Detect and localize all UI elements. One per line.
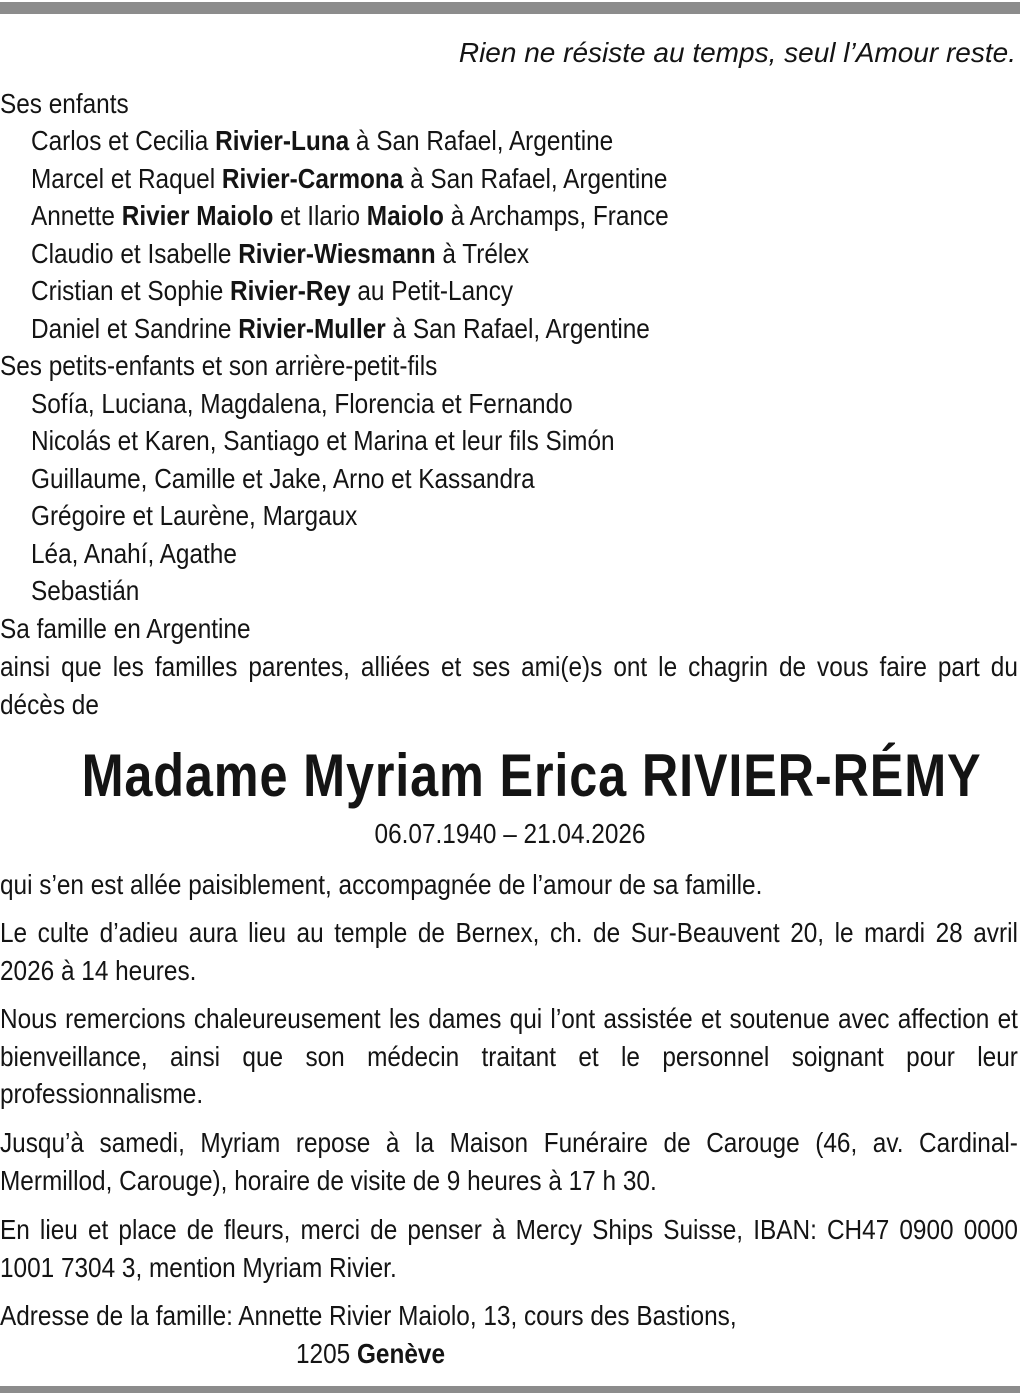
deceased-name: Madame Myriam Erica RIVIER-RÉMY	[81, 742, 982, 809]
top-rule	[0, 2, 1020, 14]
grandchild-line: Nicolás et Karen, Santiago et Marina et leur fils Simón	[31, 425, 615, 456]
donation-paragraph: En lieu et place de fleurs, merci de penser à Mercy Ships Suisse, IBAN: CH47 0900 0000 1001 7304 3, mention Myriam Rivier.	[0, 1214, 1018, 1283]
thanks-paragraph: Nous remercions chaleureusement les dames qui l’ont assistée et soutenue avec affection et bienveillance, ainsi que son médecin traitant et le personnel soignant pour leur professionnalisme.	[0, 1003, 1018, 1109]
grandchild-line: Guillaume, Camille et Jake, Arno et Kassandra	[31, 463, 535, 494]
announcement-text: ainsi que les familles parentes, alliées et ses ami(e)s ont le chagrin de vous faire part du décès de	[0, 651, 1018, 720]
family-address-city: 1205 Genève	[296, 1338, 445, 1369]
children-heading: Ses enfants	[0, 88, 129, 119]
passing-sentence: qui s’en est allée paisiblement, accompagnée de l’amour de sa famille.	[0, 869, 763, 900]
grandchild-line: Sofía, Luciana, Magdalena, Florencia et Fernando	[31, 388, 573, 419]
grandchild-line: Léa, Anahí, Agathe	[31, 538, 237, 569]
child-line: Carlos et Cecilia Rivier-Luna à San Rafael, Argentine	[31, 125, 614, 156]
child-line: Cristian et Sophie Rivier-Rey au Petit-Lancy	[31, 275, 514, 306]
grandchild-line: Grégoire et Laurène, Margaux	[31, 500, 358, 531]
visitation-paragraph: Jusqu’à samedi, Myriam repose à la Maison Funéraire de Carouge (46, av. Cardinal-Mermillod, Carouge), horaire de visite de 9 heures à 17 h 30.	[0, 1127, 1018, 1196]
epigraph-quote: Rien ne résiste au temps, seul l’Amour reste.	[458, 37, 1016, 68]
bottom-rule	[0, 1386, 1020, 1393]
family-argentina: Sa famille en Argentine	[0, 613, 251, 644]
life-dates: 06.07.1940 – 21.04.2026	[374, 818, 646, 849]
child-line: Claudio et Isabelle Rivier-Wiesmann à Trélex	[31, 238, 530, 269]
child-line: Annette Rivier Maiolo et Ilario Maiolo à Archamps, France	[31, 200, 669, 231]
grandchildren-heading: Ses petits-enfants et son arrière-petit-fils	[0, 350, 438, 381]
child-line: Daniel et Sandrine Rivier-Muller à San Rafael, Argentine	[31, 313, 650, 344]
child-line: Marcel et Raquel Rivier-Carmona à San Rafael, Argentine	[31, 163, 668, 194]
funeral-service-paragraph: Le culte d’adieu aura lieu au temple de Bernex, ch. de Sur-Beauvent 20, le mardi 28 avril 2026 à 14 heures.	[0, 917, 1018, 986]
family-address: Adresse de la famille: Annette Rivier Maiolo, 13, cours des Bastions,	[0, 1300, 737, 1331]
grandchild-line: Sebastián	[31, 575, 140, 606]
